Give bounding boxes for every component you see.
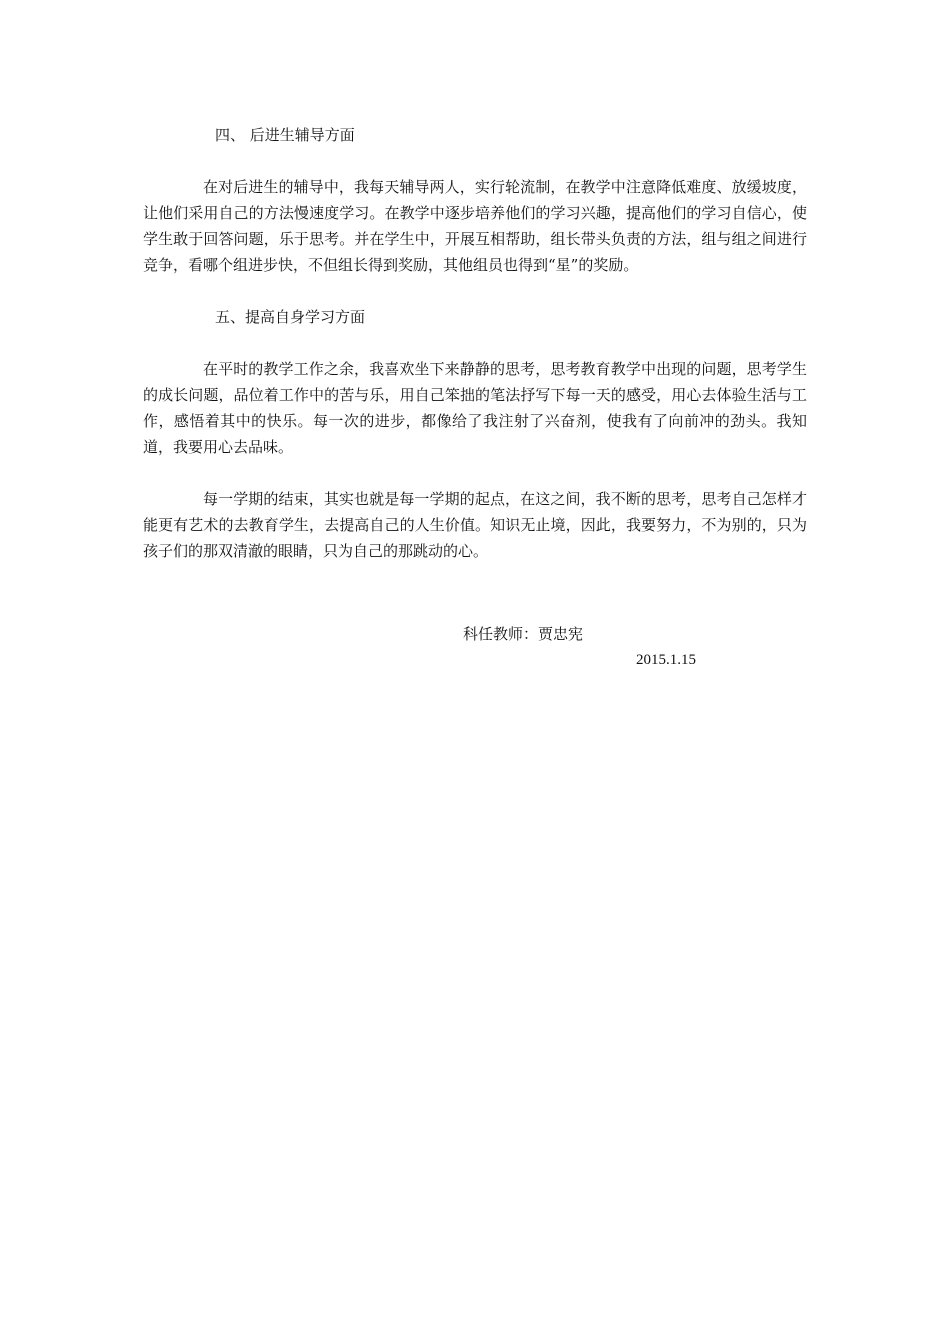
section-heading-remedial-tutoring: 四、 后进生辅导方面: [215, 126, 355, 144]
document-body: [143, 122, 807, 564]
signature-block: [463, 621, 783, 673]
document-date: 2015.1.15: [636, 652, 696, 668]
paragraph-self-improvement: 在平时的教学工作之余，我喜欢坐下来静静的思考，思考教育教学中出现的问题，思考学生的成长问题，品位着工作中的苦与乐，用自己笨拙的笔法抒写下每一天的感受，用心去体验生活与工作，感悟着其中的快乐。每一次的进步，都像给了我注射了兴奋剂，使我有了向前冲的劲头。我知道，我要用心去品味。: [143, 360, 807, 456]
paragraph-remedial-tutoring: 在对后进生的辅导中，我每天辅导两人，实行轮流制，在教学中注意降低难度、放缓坡度，让他们采用自己的方法慢速度学习。在教学中逐步培养他们的学习兴趣，提高他们的学习自信心，使学生敢于回答问题，乐于思考。并在学生中，开展互相帮助，组长带头负责的方法，组与组之间进行竞争，看哪个组进步快，不但组长得到奖励，其他组员也得到“星”的奖励。: [143, 178, 807, 274]
teacher-signature: 科任教师：贾忠宪: [463, 625, 584, 643]
closing-paragraph: 每一学期的结束，其实也就是每一学期的起点，在这之间，我不断的思考，思考自己怎样才能更有艺术的去教育学生，去提高自己的人生价值。知识无止境，因此，我要努力，不为别的，只为孩子们的那双清澈的眼睛，只为自己的那跳动的心。: [143, 490, 807, 560]
section-heading-self-improvement: 五、提高自身学习方面: [215, 308, 366, 326]
